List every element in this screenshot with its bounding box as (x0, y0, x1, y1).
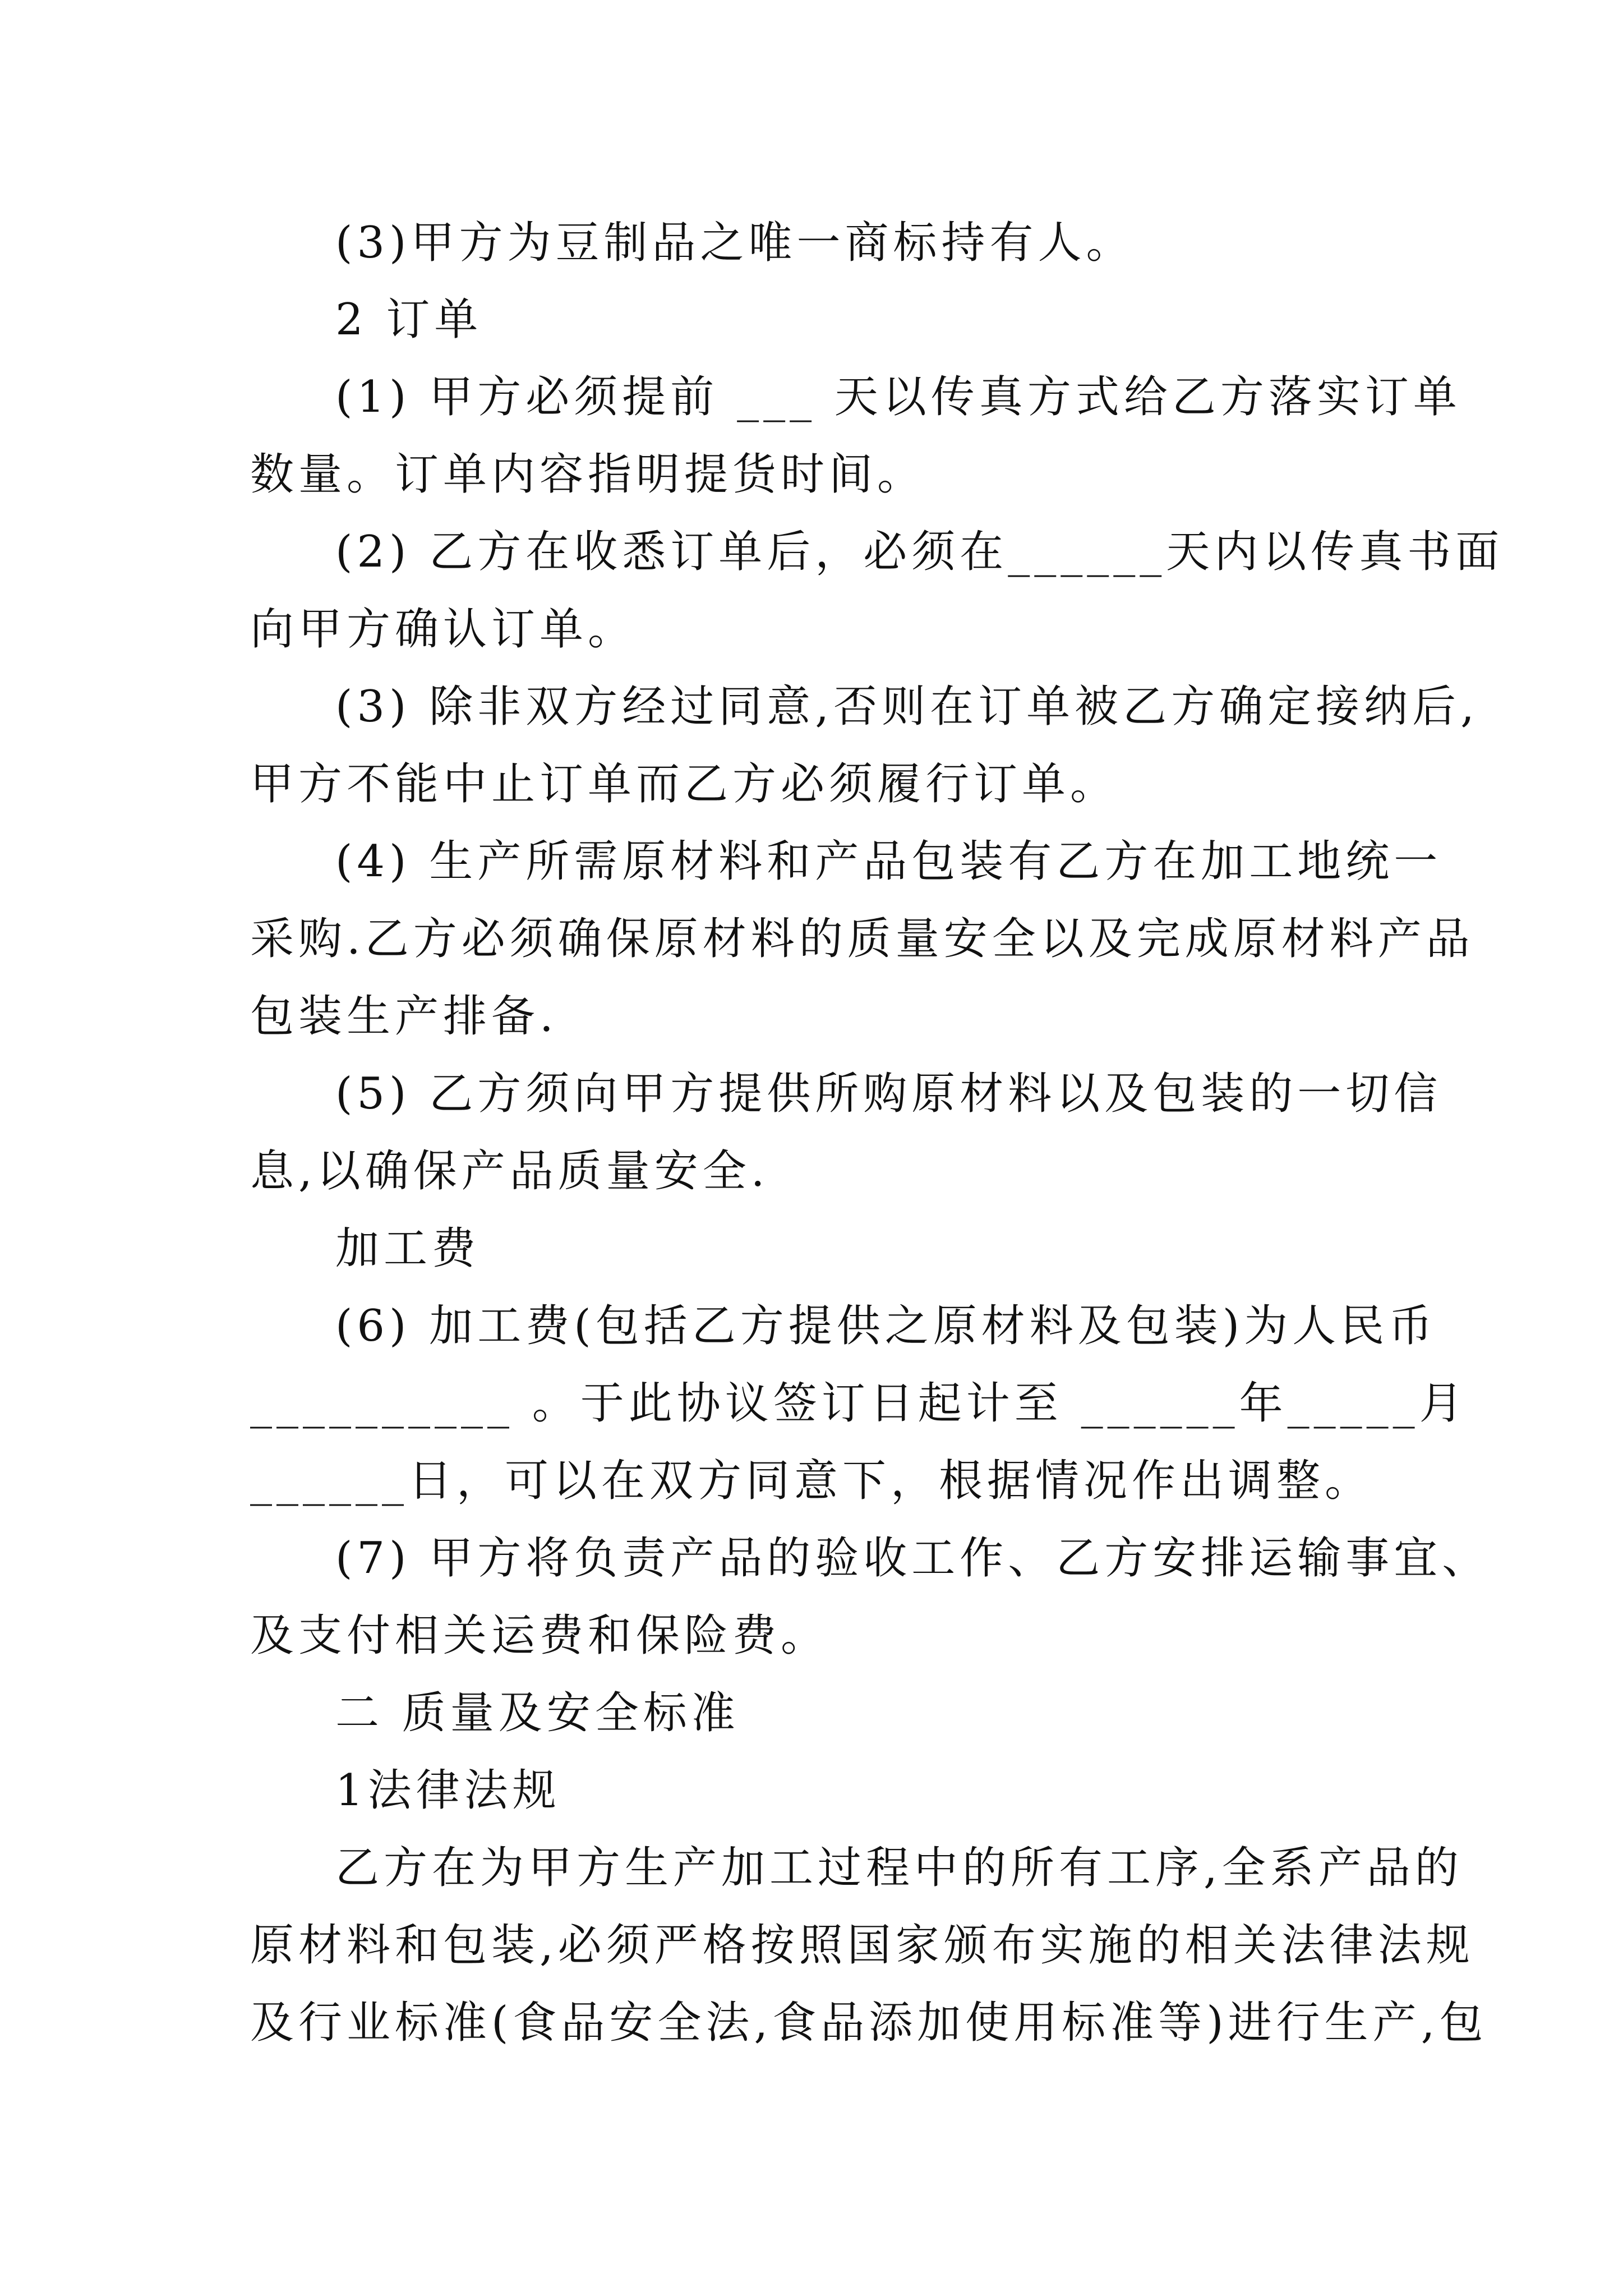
text-line: (5) 乙方须向甲方提供所购原材料以及包装的一切信 (335, 1069, 1442, 1119)
text-line: (1) 甲方必须提前 ___ 天以传真方式给乙方落实订单 (335, 372, 1461, 422)
section-heading: 二 质量及安全标准 (335, 1688, 740, 1738)
text-line: __________ 。于此协议签订日起计至 ______年_____月 (250, 1378, 1468, 1429)
section-heading: 加工费 (335, 1223, 481, 1274)
text-line: 及行业标准(食品安全法,食品添加使用标准等)进行生产,包 (250, 1998, 1488, 2048)
text-line: 息,以确保产品质量安全. (250, 1146, 769, 1197)
text-line: (4) 生产所需原材料和产品包装有乙方在加工地统一 (335, 836, 1442, 887)
text-line: 甲方不能中止订单而乙方必须履行订单。 (250, 759, 1119, 809)
text-line: (7) 甲方将负责产品的验收工作、乙方安排运输事宜、 (335, 1533, 1491, 1584)
text-line: 数量。订单内容指明提货时间。 (250, 449, 926, 500)
text-line: ______日，可以在双方同意下，根据情况作出调整。 (250, 1456, 1373, 1506)
section-heading: 1法律法规 (335, 1765, 561, 1816)
text-line: 采购.乙方必须确保原材料的质量安全以及完成原材料产品 (250, 914, 1474, 964)
text-line: (6) 加工费(包括乙方提供之原材料及包装)为人民币 (335, 1301, 1437, 1351)
text-line: 原材料和包装,必须严格按照国家颁布实施的相关法律法规 (250, 1920, 1474, 1971)
text-line: (3)甲方为豆制品之唯一商标持有人。 (335, 218, 1135, 268)
text-line: 向甲方确认订单。 (250, 604, 637, 655)
text-line: 及支付相关运费和保险费。 (250, 1611, 829, 1661)
text-line: 包装生产排备. (250, 991, 558, 1042)
text-line: 乙方在为甲方生产加工过程中的所有工序,全系产品的 (335, 1843, 1463, 1893)
section-heading: 2 订单 (335, 295, 483, 345)
text-line: (3) 除非双方经过同意,否则在订单被乙方确定接纳后, (335, 682, 1479, 732)
text-line: (2) 乙方在收悉订单后，必须在______天内以传真书面 (335, 527, 1504, 577)
